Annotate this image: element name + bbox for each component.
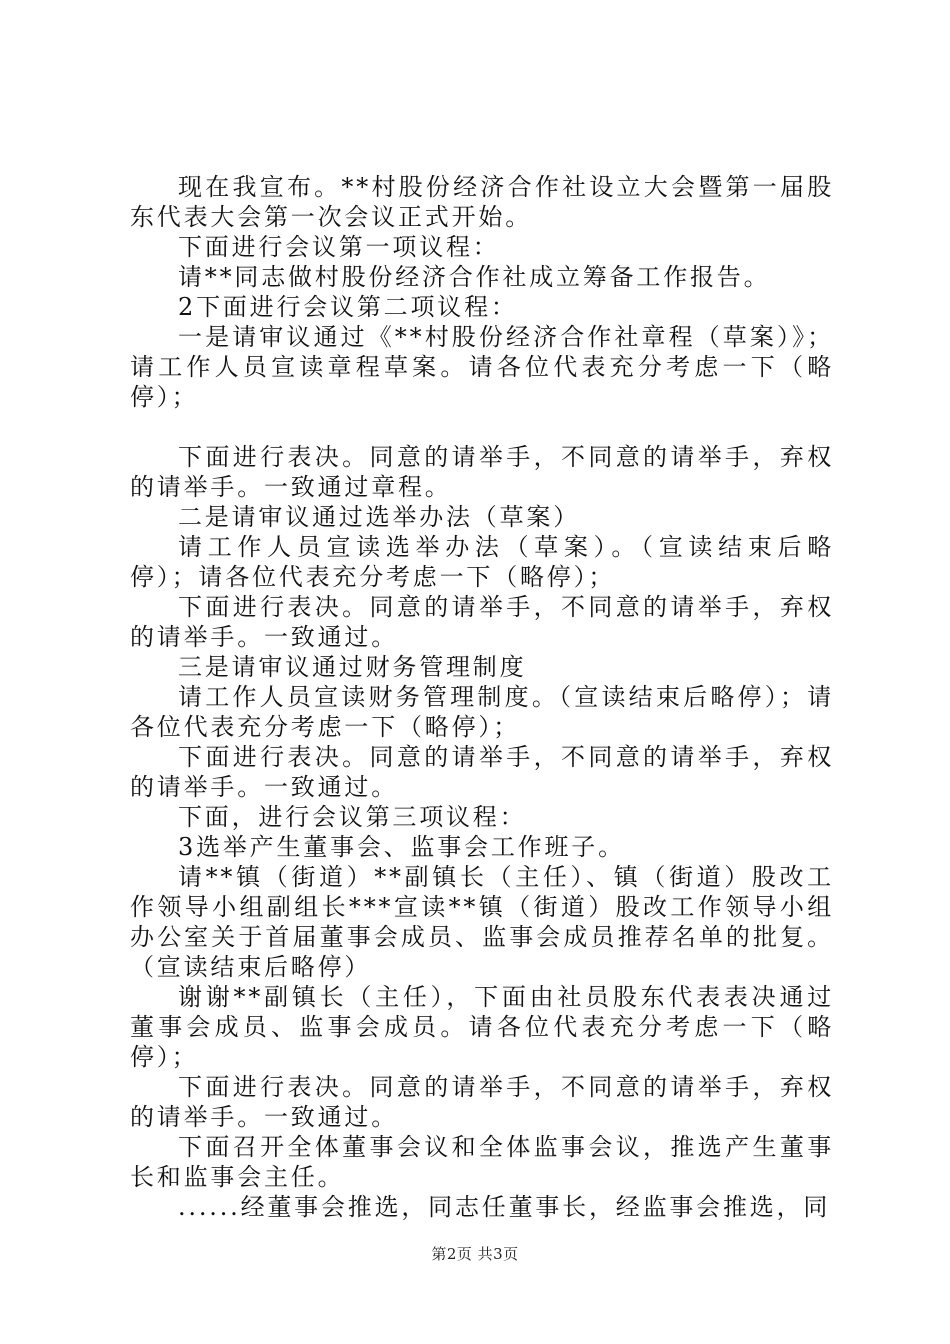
paragraph-5: 一是请审议通过《**村股份经济合作社章程（草案）》；请工作人员宣读章程草案。请各位代表充分考虑一下（略停）； xyxy=(130,323,834,411)
paragraph-7: 二是请审议通过选举办法（草案） xyxy=(178,503,580,531)
paragraph-17: 下面进行表决。同意的请举手，不同意的请举手，弃权的请举手。一致通过。 xyxy=(130,1073,834,1131)
page-footer xyxy=(0,1243,950,1264)
document-body xyxy=(130,172,834,1222)
paragraph-4: 2下面进行会议第二项议程： xyxy=(178,293,518,321)
paragraph-18: 下面召开全体董事会议和全体监事会议，推选产生董事长和监事会主任。 xyxy=(130,1133,834,1191)
paragraph-3: 请**同志做村股份经济合作社成立筹备工作报告。 xyxy=(178,263,771,291)
paragraph-16: 谢谢**副镇长（主任），下面由社员股东代表表决通过董事会成员、监事会成员。请各位代表充分考虑一下（略停）； xyxy=(130,983,834,1071)
paragraph-15: 请**镇（街道）**副镇长（主任）、镇（街道）股改工作领导小组副组长***宣读**镇（街道）股改工作领导小组办公室关于首届董事会成员、监事会成员推荐名单的批复。（宣读结束后略停） xyxy=(130,863,834,981)
page-number-label: 第2页 共3页 xyxy=(431,1245,519,1263)
paragraph-12: 下面进行表决。同意的请举手，不同意的请举手，弃权的请举手。一致通过。 xyxy=(130,743,834,801)
paragraph-13: 下面，进行会议第三项议程： xyxy=(178,803,527,831)
paragraph-6: 下面进行表决。同意的请举手，不同意的请举手，弃权的请举手。一致通过章程。 xyxy=(130,443,834,501)
paragraph-10: 三是请审议通过财务管理制度 xyxy=(178,653,527,681)
paragraph-8: 请工作人员宣读选举办法（草案）。（宣读结束后略停）；请各位代表充分考虑一下（略停）； xyxy=(130,533,834,591)
paragraph-2: 下面进行会议第一项议程： xyxy=(178,233,500,261)
paragraph-19: ......经董事会推选，同志任董事长，经监事会推选，同 xyxy=(178,1193,831,1221)
paragraph-11: 请工作人员宣读财务管理制度。（宣读结束后略停）；请各位代表充分考虑一下（略停）； xyxy=(130,683,834,741)
paragraph-9: 下面进行表决。同意的请举手，不同意的请举手，弃权的请举手。一致通过。 xyxy=(130,593,834,651)
paragraph-14: 3选举产生董事会、监事会工作班子。 xyxy=(178,833,625,861)
paragraph-1: 现在我宣布。**村股份经济合作社设立大会暨第一届股东代表大会第一次会议正式开始。 xyxy=(130,173,834,231)
